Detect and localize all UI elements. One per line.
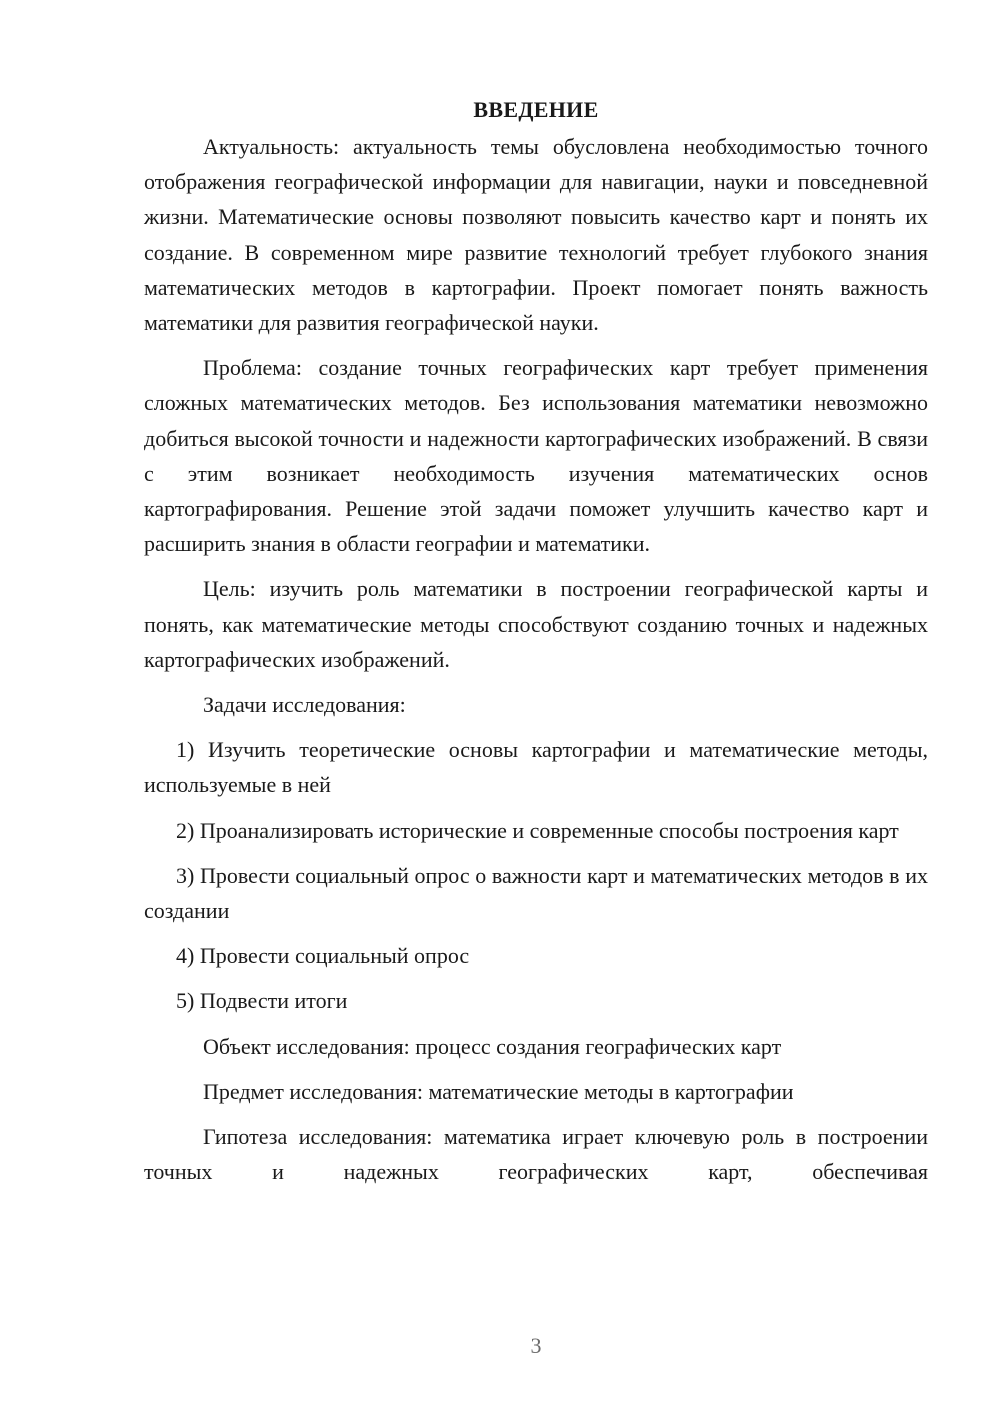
page-content (144, 92, 928, 1199)
paragraph-goal: Цель: изучить роль математики в построении географической карты и понять, как математические методы способствуют созданию точных и надежных картографических изображений. (144, 576, 928, 672)
page-number: 3 (530, 1333, 542, 1358)
task-item-3: 3) Провести социальный опрос о важности карт и математических методов в их создании (144, 862, 928, 924)
section-title: ВВЕДЕНИЕ (473, 97, 599, 122)
paragraph-hypothesis: Гипотеза исследования: математика играет ключевую роль в построении точных и надежных географических карт, обеспечивая (144, 1124, 928, 1185)
task-item-4: 4) Провести социальный опрос (176, 943, 470, 969)
task-item-5: 5) Подвести итоги (176, 988, 348, 1014)
paragraph-relevance: Актуальность: актуальность темы обусловлена необходимостью точного отображения географической информации для навигации, науки и повседневной жизни. Математические основы позволяют повысить качество карт и понять их создание. В современном мире развитие технологий требует глубокого знания математических методов в картографии. Проект помогает понять важность математики для развития географической науки. (144, 134, 928, 336)
paragraph-subject: Предмет исследования: математические методы в картографии (203, 1078, 794, 1104)
paragraph-object: Объект исследования: процесс создания географических карт (203, 1033, 782, 1059)
paragraph-tasks-heading: Задачи исследования: (203, 692, 406, 718)
task-item-1: 1) Изучить теоретические основы картографии и математические методы, используемые в ней (144, 737, 928, 798)
task-item-2: 2) Проанализировать исторические и современные способы построения карт (176, 817, 899, 843)
paragraph-problem: Проблема: создание точных географических карт требует применения сложных математических методов. Без использования математики невозможно добиться высокой точности и надежности картографических изображений. В связи с этим возникает необходимость изучения математических основ картографирования. Решение этой задачи поможет улучшить качество карт и расширить знания в области географии и математики. (144, 355, 928, 557)
